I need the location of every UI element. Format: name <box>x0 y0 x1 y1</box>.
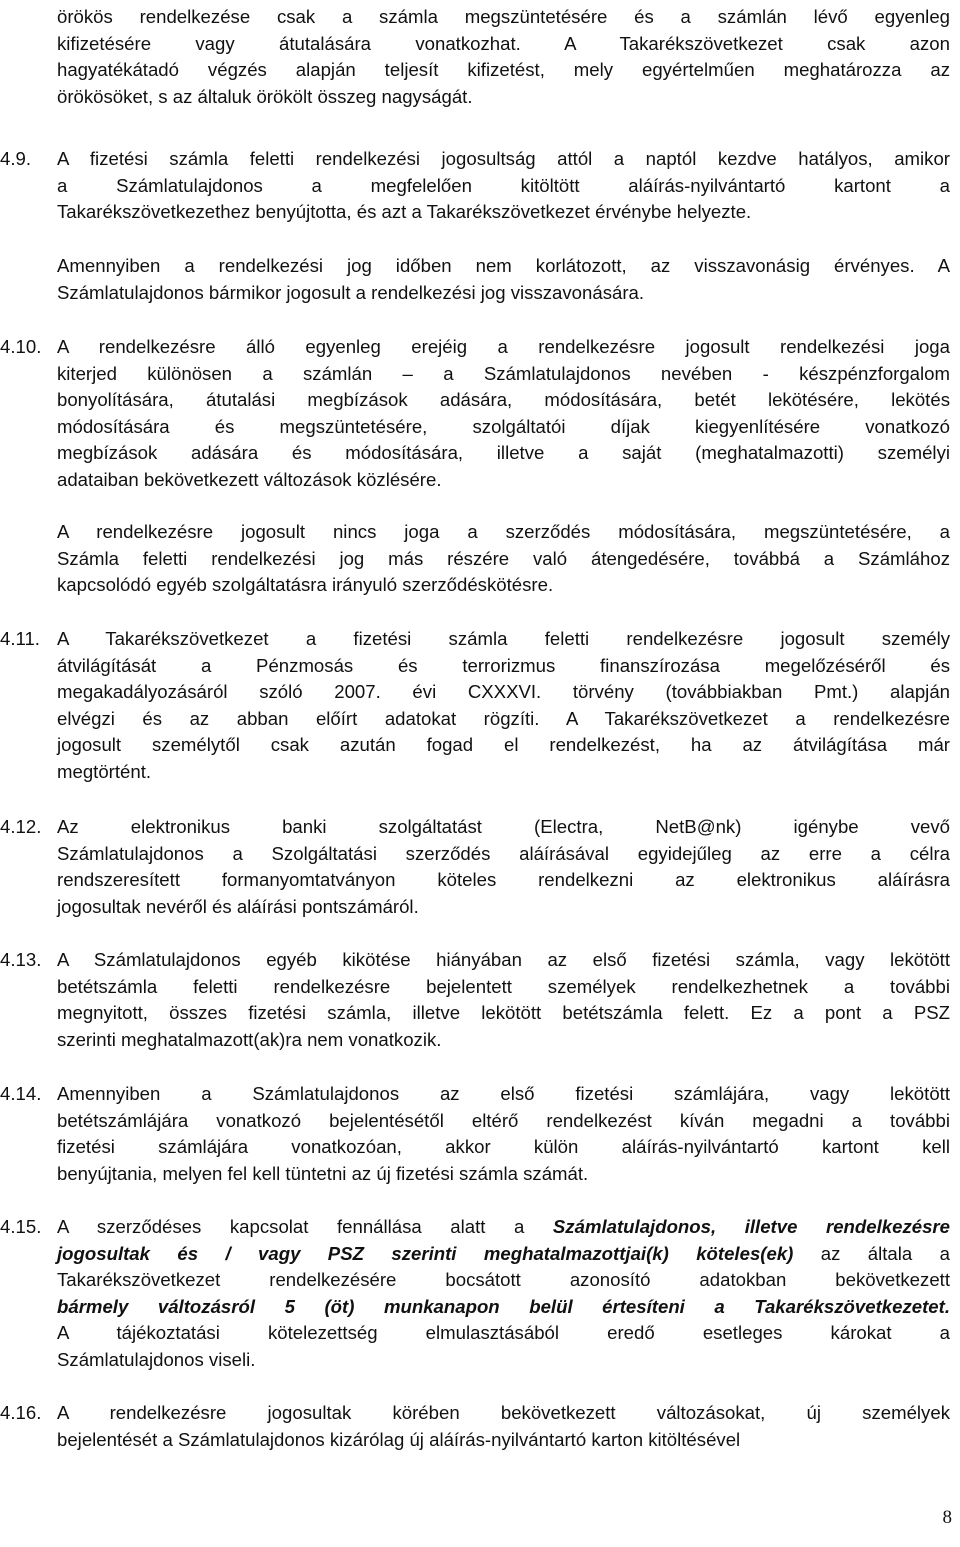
section-4-15 <box>0 1214 950 1374</box>
line-text: A Számlatulajdonos egyéb kikötése hiányában az első fizetési számla, vagy lekötött <box>57 949 950 970</box>
section-4-10 <box>0 334 950 494</box>
text-line <box>0 1400 950 1427</box>
line-text: az általa a <box>793 1242 950 1264</box>
section-4-12 <box>0 814 950 920</box>
text-line <box>57 31 950 58</box>
text-line <box>57 519 950 546</box>
emphasis-text: bármely változásról 5 (öt) munkanapon belül értesíteni a Takarékszövetkezetet. <box>57 1295 950 1317</box>
line-text: elvégzi és az abban előírt adatokat rögzíti. A Takarékszövetkezet a rendelkezésre <box>57 707 950 729</box>
section-4-14 <box>0 1081 950 1187</box>
line-text: örökös rendelkezése csak a számla megszüntetésére és a számlán lévő egyenleg <box>57 6 950 27</box>
text-line <box>57 84 950 111</box>
text-line <box>0 732 950 759</box>
line-text: megtörtént. <box>57 760 152 782</box>
text-line <box>57 280 950 307</box>
text-line <box>0 199 950 226</box>
line-text: adataiban bekövetkezett változások közlésére. <box>57 468 442 490</box>
line-body <box>57 626 950 653</box>
text-line <box>57 57 950 84</box>
line-text: Számlatulajdonos bármikor jogosult a rendelkezési jog visszavonására. <box>57 281 645 303</box>
line-text: Amennyiben a rendelkezési jog időben nem korlátozott, az visszavonásig érvényes. A <box>57 255 950 276</box>
line-text: módosítására és megszüntetésére, szolgáltatói díjak kiegyenlítésére vonatkozó <box>57 415 950 437</box>
section-number: 4.13. <box>0 949 42 970</box>
line-text: hagyatékátadó végzés alapján teljesít kifizetést, mely egyértelműen meghatározza az <box>57 59 950 81</box>
line-text: Számlatulajdonos a Szolgáltatási szerződés aláírásával egyidejűleg az erre a célra <box>57 842 950 864</box>
text-line <box>0 173 950 200</box>
section-4-9 <box>0 146 950 226</box>
line-text: jogosultak nevéről és aláírási pontszámáról. <box>57 895 419 917</box>
section-4-9-continued <box>57 253 950 306</box>
line-text: kifizetésére vagy átutalására vonatkozhat. A Takarékszövetkezet csak azon <box>57 32 950 54</box>
text-line <box>0 1000 950 1027</box>
line-text: rendszeresített formanyomtatványon köteles rendelkezni az elektronikus aláírásra <box>57 869 950 891</box>
line-text: Amennyiben a Számlatulajdonos az első fizetési számlájára, vagy lekötött <box>57 1083 950 1104</box>
text-line <box>0 361 950 388</box>
line-text: kiterjed különösen a számlán – a Számlatulajdonos nevében - készpénzforgalom <box>57 362 950 384</box>
text-line <box>57 546 950 573</box>
section-4-16 <box>0 1400 950 1453</box>
text-line <box>0 1214 950 1241</box>
line-text: örökösöket, s az általuk örökölt összeg nagyságát. <box>57 85 473 107</box>
text-line <box>57 4 950 31</box>
section-number: 4.16. <box>0 1402 42 1423</box>
text-line <box>0 1027 950 1054</box>
text-line <box>0 894 950 921</box>
line-body <box>57 1214 950 1241</box>
text-line <box>0 841 950 868</box>
text-line <box>0 1320 950 1347</box>
text-line <box>0 146 950 173</box>
line-text: A szerződéses kapcsolat fennállása alatt a <box>57 1216 553 1237</box>
section-number: 4.15. <box>0 1216 42 1237</box>
text-line <box>0 1241 950 1268</box>
line-text: A rendelkezésre jogosult nincs joga a szerződés módosítására, megszüntetésére, a <box>57 521 950 542</box>
line-text: megnyitott, összes fizetési számla, illetve lekötött betétszámla felett. Ez a pont a PSZ <box>57 1002 950 1024</box>
line-text: Takarékszövetkezet rendelkezésére bocsátott azonosító adatokban bekövetkezett <box>57 1269 950 1291</box>
line-body <box>57 334 950 361</box>
line-text: megakadályozásáról szóló 2007. évi CXXXVI. törvény (továbbiakban Pmt.) alapján <box>57 681 950 703</box>
line-text: Az elektronikus banki szolgáltatást (Electra, NetB@nk) igénybe vevő <box>57 816 950 837</box>
text-line <box>0 1081 950 1108</box>
section-4-11 <box>0 626 950 786</box>
line-text: Takarékszövetkezethez benyújtotta, és azt a Takarékszövetkezet érvénybe helyezte. <box>57 201 752 223</box>
line-text: betétszámlájára vonatkozó bejelentésétől eltérő rendelkezést kíván megadni a további <box>57 1109 950 1131</box>
line-body <box>57 947 950 974</box>
section-number: 4.10. <box>0 336 42 357</box>
text-line <box>0 1267 950 1294</box>
line-text: A rendelkezésre álló egyenleg erejéig a rendelkezésre jogosult rendelkezési joga <box>57 336 950 357</box>
section-number: 4.9. <box>0 148 32 169</box>
line-text: átvilágítását a Pénzmosás és terrorizmus finanszírozása megelőzéséről és <box>57 654 950 676</box>
section-4-10-continued <box>57 519 950 599</box>
line-body <box>57 1081 950 1108</box>
text-line <box>0 706 950 733</box>
paragraph-intro <box>57 4 950 110</box>
text-line <box>57 253 950 280</box>
line-text: A fizetési számla feletti rendelkezési jogosultság attól a naptól kezdve hatályos, amikor <box>57 148 950 169</box>
text-line <box>0 414 950 441</box>
text-line <box>0 1294 950 1321</box>
line-text: megbízások adására és módosítására, illetve a saját (meghatalmazotti) személyi <box>57 442 950 464</box>
line-text: bejelentését a Számlatulajdonos kizárólag új aláírás-nyilvántartó karton kitöltésével <box>57 1428 741 1450</box>
text-line <box>0 626 950 653</box>
text-line <box>0 467 950 494</box>
text-line <box>0 387 950 414</box>
text-line <box>0 947 950 974</box>
line-body <box>57 814 950 841</box>
text-line <box>0 759 950 786</box>
section-number: 4.14. <box>0 1083 42 1104</box>
line-text: jogosult személytől csak azután fogad el rendelkezést, ha az átvilágítása már <box>57 734 950 756</box>
line-text: Számla feletti rendelkezési jog más részére való átengedésére, továbbá a Számlához <box>57 547 950 569</box>
line-text: kapcsolódó egyéb szolgáltatásra irányuló szerződéskötésre. <box>57 574 554 596</box>
text-line <box>0 334 950 361</box>
line-text: bonyolítására, átutalási megbízások adására, módosítására, betét lekötésére, lekötés <box>57 389 950 411</box>
line-body <box>57 1400 950 1427</box>
line-text: benyújtania, melyen fel kell tüntetni az új fizetési számla számát. <box>57 1162 589 1184</box>
text-line <box>0 867 950 894</box>
text-line <box>0 1347 950 1374</box>
text-line <box>0 1161 950 1188</box>
text-line <box>0 440 950 467</box>
line-text: a Számlatulajdonos a megfelelően kitöltött aláírás-nyilvántartó kartont a <box>57 174 950 196</box>
text-line <box>0 974 950 1001</box>
line-body <box>57 146 950 173</box>
text-line <box>0 1108 950 1135</box>
line-text: Számlatulajdonos viseli. <box>57 1348 256 1370</box>
line-text: A tájékoztatási kötelezettség elmulasztásából eredő esetleges károkat a <box>57 1322 950 1344</box>
line-text: A Takarékszövetkezet a fizetési számla feletti rendelkezésre jogosult személy <box>57 628 950 649</box>
text-line <box>0 1427 950 1454</box>
text-line <box>57 572 950 599</box>
section-number: 4.11. <box>0 628 40 649</box>
line-text: betétszámla feletti rendelkezésre bejelentett személyek rendelkezhetnek a további <box>57 975 950 997</box>
emphasis-text: Számlatulajdonos, illetve rendelkezésre <box>552 1216 951 1237</box>
line-text: A rendelkezésre jogosultak körében bekövetkezett változásokat, új személyek <box>57 1402 950 1423</box>
text-line <box>0 653 950 680</box>
text-line <box>0 1134 950 1161</box>
emphasis-text: jogosultak és / vagy PSZ szerinti meghatalmazottjai(k) köteles(ek) <box>57 1242 794 1264</box>
text-line <box>0 814 950 841</box>
line-text: szerinti meghatalmazott(ak)ra nem vonatkozik. <box>57 1028 442 1050</box>
text-line <box>0 679 950 706</box>
page-number: 8 <box>942 1507 952 1528</box>
line-text: fizetési számlájára vonatkozóan, akkor külön aláírás-nyilvántartó kartont kell <box>57 1136 950 1158</box>
section-4-13 <box>0 947 950 1053</box>
section-number: 4.12. <box>0 816 42 837</box>
